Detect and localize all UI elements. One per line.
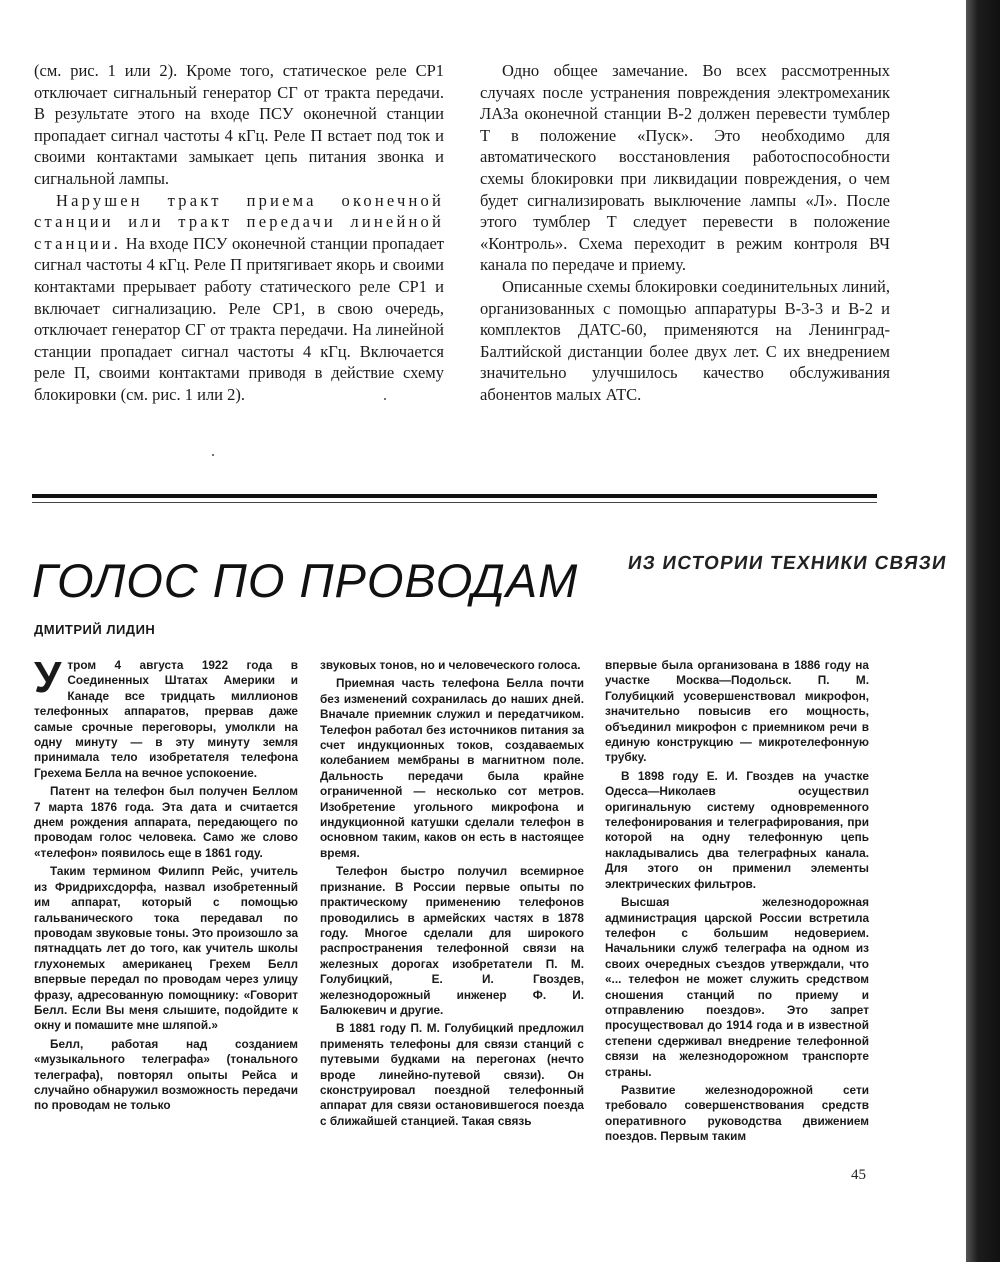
section-divider-thin <box>32 502 877 503</box>
article-column-3 <box>605 658 869 1148</box>
scan-speck <box>212 454 214 456</box>
paragraph: В 1898 году Е. И. Гвоздев на участке Одесса—Николаев осуществил оригинальную систему одновременного телефонирования и телеграфирования, при которой на одну телефонную цепь накладывались два телеграфных канала. Для этого он применил элементы электрических фильтров. <box>605 768 869 891</box>
scan-edge <box>966 0 1000 1262</box>
paragraph: Таким термином Филипп Рейс, учитель из Фридрихсдорфа, назвал изобретенный им аппарат, который с помощью гальванического тока передавал по проводам звуковые тоны. Это произошло за пятнадцать лет до того, как учитель школы глухонемых американец Грехем Белл впервые передал по проводам через улицу фразу, адресованную помощнику: «Говорит Белл. Если Вы меня слышите, подойдите к окну и помашите мне шляпой.» <box>34 864 298 1033</box>
paragraph: Высшая железнодорожная администрация царской России встретила телефон с большим недоверием. Начальники служб телеграфа на одном из своих очередных съездов утверждали, что «... телефон не может служить средством сношения станций по приему и отправлению поездов». Это запрет просуществовал до 1914 года и в известной степени сдерживал внедрение телефонной связи на железнодорожном транспорте страны. <box>605 895 869 1079</box>
paragraph: В 1881 году П. М. Голубицкий предложил применять телефоны для связи станций с путевыми будками на перегонах (нечто вроде линейно-путевой связи). Он сконструировал поездной телефонный аппарат для связи остановившегося поезда с ближайшей станцией. Такая связь <box>320 1021 584 1128</box>
section-rubric: ИЗ ИСТОРИИ ТЕХНИКИ СВЯЗИ <box>626 553 949 574</box>
paragraph: Телефон быстро получил всемирное признание. В России первые опыты по практическому применению телефонов проводились в армейских частях в 1878 году. Многое сделали для широкого распространения телефонной связи на железных дорогах изобретатели П. М. Голубицкий, Е. И. Гвоздев, железнодорожный инженер Ф. И. Балюкевич и другие. <box>320 864 584 1017</box>
article-column-1 <box>34 653 298 1117</box>
paragraph-text: На входе ПСУ оконечной станции пропадает сигнал частоты 4 кГц. Реле П притягивает якорь и своими контактами прерывает работу статического реле СР1 и включает сигнализацию. Реле СР1, в свою очередь, отключает генератор СГ от тракта передачи. На линейной станции пропадает сигнал частоты 4 кГц. Включается реле П, своими контактами приводя в действие схему блокировки (см. рис. 1 или 2). <box>34 233 444 404</box>
paragraph: Развитие железнодорожной сети требовало совершенствования средств оперативного руководства движением поездов. Первым таким <box>605 1082 869 1144</box>
spaced-emphasis: Нарушен тракт приема оконечной станции или тракт передачи линейной станции. <box>34 190 444 253</box>
drop-cap: У <box>34 653 62 702</box>
paragraph: звуковых тонов, но и человеческого голоса. <box>320 658 581 672</box>
paragraph-text: тром 4 августа 1922 года в Соединенных Штатах Америки и Канаде все тридцать миллионов телефонных аппаратов, прервав даже самые срочные переговоры, умолкли на одну минуту — в эту минуту земля принимала тело изобретателя телефона Грехема Белла на вечное успокоение. <box>34 658 298 780</box>
paragraph: Патент на телефон был получен Беллом 7 марта 1876 года. Эта дата и считается днем рождения аппарата, передающего по проводам голос человека. Само же слово «телефон» появилось еще в 1861 году. <box>34 784 298 860</box>
paragraph: Одно общее замечание. Во всех рассмотренных случаях после устранения повреждения электромеханик ЛАЗа оконечной станции В-2 должен перевести тумблер Т в положение «Пуск». Это необходимо для автоматического восстановления работоспособности схемы блокировки при ликвидации повреждения, о чем будет сигнализировать выключение лампы «Л». После этого тумблер Т следует перевести в положение «Контроль». Схема переходит в режим контроля ВЧ канала по передаче и приему. <box>480 61 890 275</box>
paragraph <box>34 653 298 781</box>
paragraph: Приемная часть телефона Белла почти без изменений сохранилась до наших дней. Вначале приемник служил и передатчиком. Телефон работал без источников питания за счет индукционных токов, создаваемых колебанием мембраны в магнитном поле. Дальность передачи была крайне ограниченной — несколько сот метров. Изобретение угольного микрофона и индукционной катушки сделали телефон в основном таким, каков он есть в настоящее время. <box>320 676 584 860</box>
paragraph: Белл, работая над созданием «музыкального телеграфа» (тонального телеграфа), повторял опыты Рейса и случайно обнаружил возможность передачи по проводам не только <box>34 1036 298 1113</box>
article-column-2 <box>320 658 584 1132</box>
continued-article-right-column <box>480 60 890 406</box>
paragraph <box>34 190 444 406</box>
page-number: 45 <box>851 1167 866 1183</box>
section-divider <box>32 494 877 498</box>
scan-speck <box>384 398 386 400</box>
paragraph: Описанные схемы блокировки соединительных линий, организованных с помощью аппаратуры В-3-3 и В-2 и комплектов ДАТС-60, применяются на Ленинград-Балтийской дистанции более двух лет. С их внедрением значительно улучшилось качество обслуживания абонентов малых АТС. <box>480 276 890 404</box>
article-author: ДМИТРИЙ ЛИДИН <box>34 622 156 637</box>
article-title: ГОЛОС ПО ПРОВОДАМ <box>32 554 579 607</box>
paragraph: впервые была организована в 1886 году на участке Москва—Подольск. П. М. Голубицкий усовершенствовал микрофон, значительно повысив его мощность, объединил микрофон с приемником речи в единую конструкцию — микротелефонную трубку. <box>605 658 869 765</box>
paragraph: (см. рис. 1 или 2). Кроме того, статическое реле СР1 отключает сигнальный генератор СГ от тракта передачи. В результате этого на входе ПСУ оконечной станции пропадает сигнал частоты 4 кГц. Реле П встает под ток и своими контактами замыкает цепь питания звонка и сигнальной лампы. <box>34 61 444 188</box>
continued-article-left-column <box>34 60 444 406</box>
